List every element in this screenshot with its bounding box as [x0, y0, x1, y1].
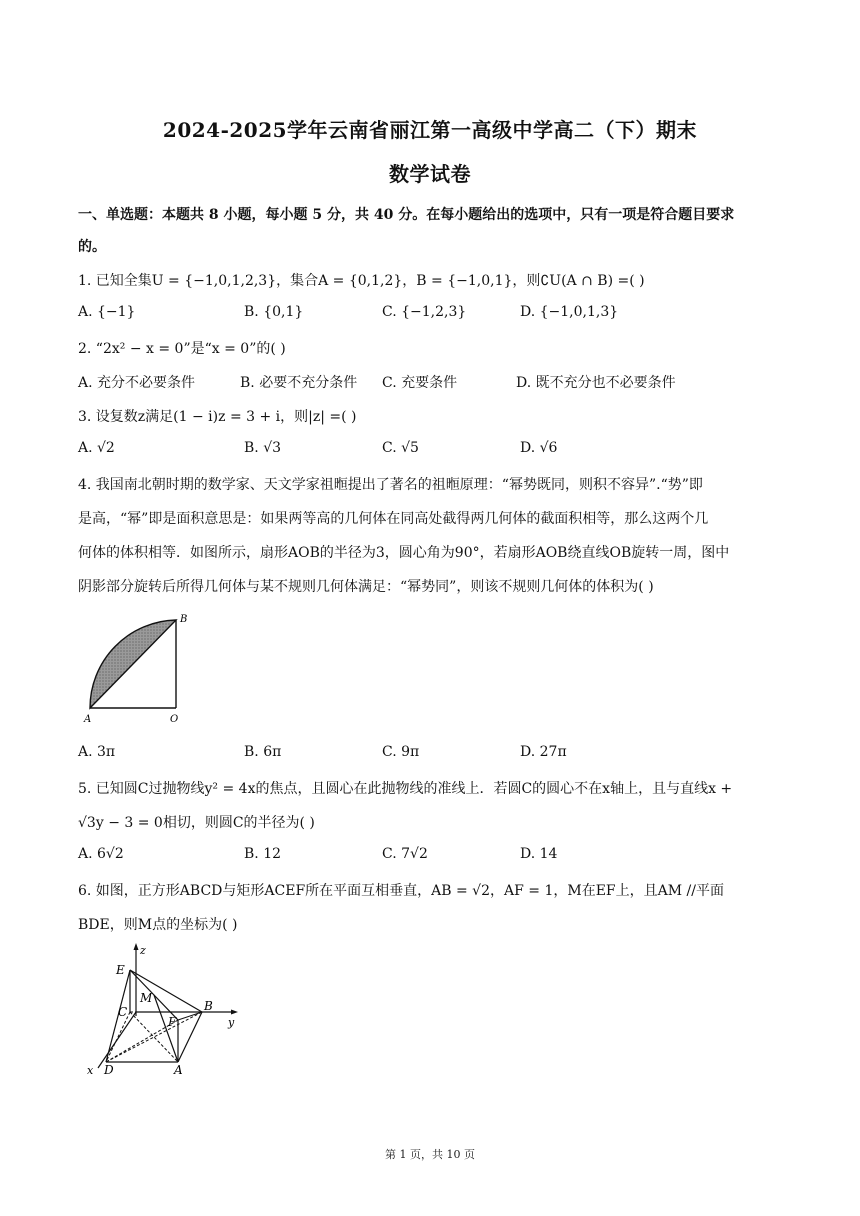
page-footer: 第 1 页，共 10 页 [385, 1148, 475, 1161]
label-b: B [204, 999, 213, 1013]
q3-stem: 3. 设复数z满足(1 − i)z = 3 + i，则|z| =( ) [78, 409, 357, 425]
edge-cd [106, 1012, 130, 1062]
label-a: A [174, 1063, 183, 1077]
page-subtitle: 数学试卷 [389, 162, 471, 186]
label-d: D [104, 1063, 114, 1077]
q2-option-a: A. 充分不必要条件 [78, 375, 196, 391]
section-heading-line1: 一、单选题：本题共 8 小题，每小题 5 分，共 40 分。在每小题给出的选项中，只有一项是符合题目要求 [78, 207, 735, 223]
sector-figure [78, 608, 202, 728]
q3-option-d: D. √6 [520, 440, 558, 456]
diag-db [106, 1012, 202, 1062]
q6-line2: BDE，则M点的坐标为( ) [78, 917, 238, 933]
q3-option-c: C. √5 [382, 440, 419, 456]
q4-option-a: A. 3π [78, 744, 116, 760]
label-z: z [140, 944, 146, 957]
label-b: B [180, 614, 188, 625]
label-x: x [87, 1064, 94, 1077]
q5-option-b: B. 12 [244, 846, 282, 862]
q4-line4: 阴影部分旋转后所得几何体与某不规则几何体满足：“幂势同”，则该不规则几何体的体积为( ) [78, 579, 654, 595]
q1-stem: 1. 已知全集U = {−1,0,1,2,3}，集合A = {0,1,2}，B = {−1,0,1}，则∁U(A ∩ B) =( ) [78, 273, 645, 289]
label-y: y [228, 1016, 235, 1029]
q4-line3: 何体的体积相等．如图所示，扇形AOB的半径为3，圆心角为90°，若扇形AOB绕直线OB旋转一周，图中 [78, 545, 730, 561]
label-m: M [140, 991, 153, 1005]
edge-ab [178, 1012, 202, 1062]
shaded-segment [90, 620, 176, 708]
label-o: O [170, 714, 179, 725]
q2-option-d: D. 既不充分也不必要条件 [516, 375, 676, 391]
q5-line2: √3y − 3 = 0相切，则圆C的半径为( ) [78, 815, 315, 831]
q4-option-c: C. 9π [382, 744, 420, 760]
section-heading-line2: 的。 [78, 239, 106, 255]
label-c: C [118, 1005, 128, 1019]
q4-option-d: D. 27π [520, 744, 567, 760]
q6-line1: 6. 如图，正方形ABCD与矩形ACEF所在平面互相垂直，AB = √2，AF = 1，M在EF上，且AM //平面 [78, 883, 724, 899]
q1-option-c: C. {−1,2,3} [382, 304, 467, 320]
q4-line2: 是高，“幂”即是面积意思是：如果两等高的几何体在同高处截得两几何体的截面积相等，那么这两个几 [78, 511, 709, 527]
q5-option-d: D. 14 [520, 846, 558, 862]
label-a: A [84, 714, 92, 725]
q3-option-b: B. √3 [244, 440, 282, 456]
q1-option-b: B. {0,1} [244, 304, 304, 320]
q4-line1: 4. 我国南北朝时期的数学家、天文学家祖暅提出了著名的祖暅原理：“幂势既同，则积不容异”.“势”即 [78, 477, 703, 493]
q5-option-a: A. 6√2 [78, 846, 124, 862]
q1-option-d: D. {−1,0,1,3} [520, 304, 619, 320]
q3-option-a: A. √2 [78, 440, 115, 456]
q5-line1: 5. 已知圆C过抛物线y² = 4x的焦点，且圆心在此抛物线的准线上．若圆C的圆心不在x轴上，且与直线x + [78, 781, 733, 797]
q1-option-a: A. {−1} [78, 304, 136, 320]
q2-option-b: B. 必要不充分条件 [240, 375, 358, 391]
q2-option-c: C. 充要条件 [382, 375, 458, 391]
q4-option-b: B. 6π [244, 744, 282, 760]
q2-stem: 2. “2x² − x = 0”是“x = 0”的( ) [78, 341, 286, 357]
q5-option-c: C. 7√2 [382, 846, 428, 862]
label-e: E [116, 963, 125, 977]
z-arrow [134, 943, 139, 950]
cube-figure [84, 940, 254, 1080]
y-arrow [231, 1010, 238, 1015]
label-f: F [168, 1015, 177, 1029]
page-title: 2024-2025学年云南省丽江第一高级中学高二（下）期末 [162, 118, 698, 142]
